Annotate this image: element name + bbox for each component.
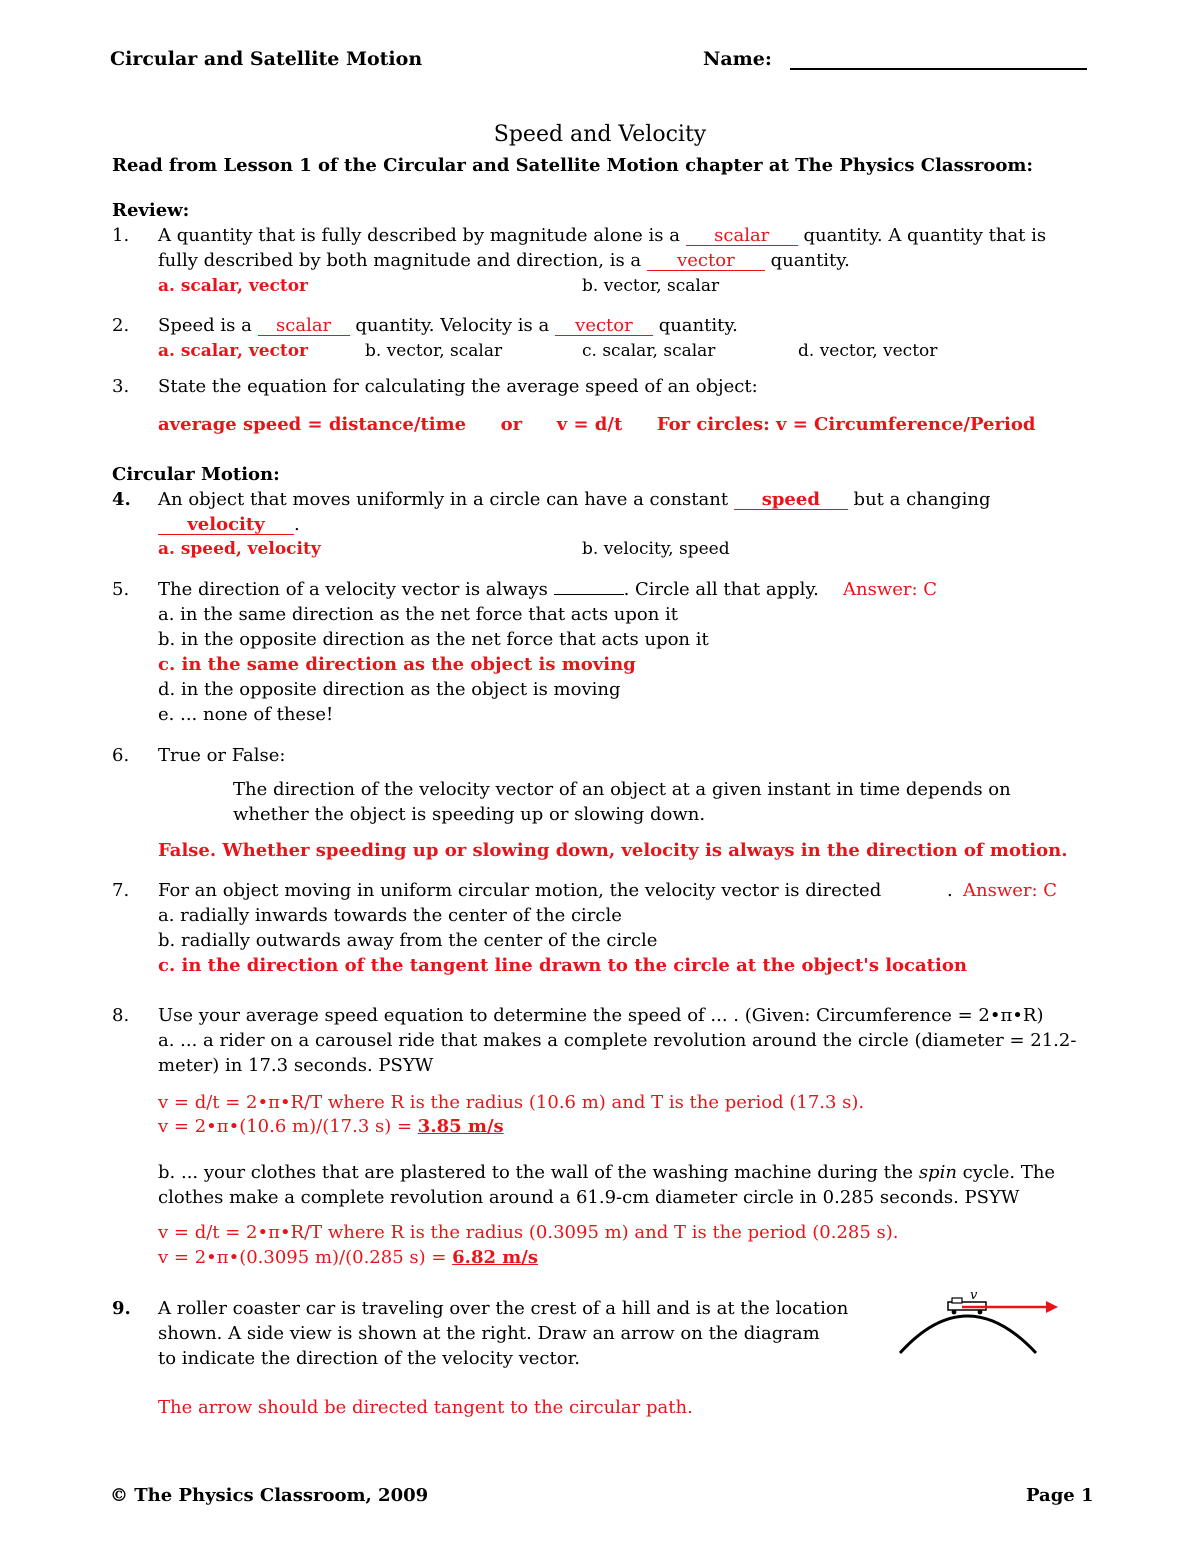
q9-line2: shown. A side view is shown at the right. Draw an arrow on the diagram [158, 1323, 820, 1344]
intro-text: Read from Lesson 1 of the Circular and Satellite Motion chapter at The Physics Classroom: [112, 155, 1034, 176]
q6-number: 6. [112, 745, 130, 766]
q1-blank2[interactable]: vector [647, 252, 765, 271]
q9-line3: to indicate the direction of the velocity vector. [158, 1348, 580, 1369]
q8b-answer-1: v = d/t = 2•π•R/T where R is the radius (0.3095 m) and T is the period (0.285 s). [158, 1222, 899, 1243]
q5-text: The direction of a velocity vector is always [158, 579, 548, 600]
q4-blank2[interactable]: velocity [158, 516, 294, 535]
q4-option-b: b. velocity, speed [582, 539, 730, 559]
q2-option-c: c. scalar, scalar [582, 341, 716, 361]
page-title: Speed and Velocity [493, 122, 707, 147]
q7-line [158, 880, 953, 901]
q6-statement-2: whether the object is speeding up or slowing down. [233, 804, 706, 825]
q1-blank1[interactable]: scalar [686, 227, 798, 246]
q2-text-b: quantity. Velocity is a [355, 315, 550, 336]
q8a-line1: a. ... a rider on a carousel ride that makes a complete revolution around the circle (diameter = 21.2- [158, 1030, 1077, 1051]
q1-option-b: b. vector, scalar [582, 276, 720, 296]
q8b-text-spin: spin [918, 1162, 957, 1183]
q2-option-b: b. vector, scalar [365, 341, 503, 361]
q1-text-c: fully described by both magnitude and direction, is a [158, 250, 642, 271]
q1-option-a: a. scalar, vector [158, 276, 309, 296]
q2-blank2[interactable]: vector [555, 317, 653, 336]
q5-answer: Answer: C [843, 579, 938, 600]
q1-text-b: quantity. A quantity that is [803, 225, 1047, 246]
q9-answer: The arrow should be directed tangent to the circular path. [158, 1397, 693, 1418]
q2-option-a: a. scalar, vector [158, 341, 309, 361]
q2-option-d: d. vector, vector [798, 341, 938, 361]
q7-text: For an object moving in uniform circular motion, the velocity vector is directed [158, 880, 882, 901]
q8b-answer-2 [158, 1247, 538, 1268]
q8a-answer-1: v = d/t = 2•π•R/T where R is the radius (10.6 m) and T is the period (17.3 s). [158, 1092, 865, 1113]
q4-text-b: but a changing [853, 489, 991, 510]
q2-number: 2. [112, 315, 130, 336]
q1-number: 1. [112, 225, 130, 246]
q6-answer: False. Whether speeding up or slowing down, velocity is always in the direction of motion. [158, 840, 1068, 861]
velocity-label: v [970, 1288, 978, 1303]
q7-answer: Answer: C [963, 880, 1058, 901]
q8b-answer-2-text: v = 2•π•(0.3095 m)/(0.285 s) = [158, 1247, 453, 1268]
name-field[interactable] [790, 68, 1087, 70]
q8b-answer-value: 6.82 m/s [452, 1247, 539, 1268]
q7-option-a: a. radially inwards towards the center of the circle [158, 905, 622, 926]
q3-answer-or: or [500, 414, 523, 435]
q5-number: 5. [112, 579, 130, 600]
q1-text-d: quantity. [770, 250, 850, 271]
q5-option-a: a. in the same direction as the net force that acts upon it [158, 604, 679, 625]
q5-option-b: b. in the opposite direction as the net force that acts upon it [158, 629, 709, 650]
q2-text-a: Speed is a [158, 315, 252, 336]
hill-curve [900, 1316, 1036, 1353]
q2-blank1[interactable]: scalar [258, 317, 350, 336]
footer-page-number: Page 1 [1026, 1485, 1094, 1506]
q9-line1: A roller coaster car is traveling over the crest of a hill and is at the location [158, 1298, 849, 1319]
q7-blank[interactable] [887, 895, 947, 896]
q7-option-c: c. in the direction of the tangent line drawn to the circle at the object's location [158, 955, 967, 976]
q4-number: 4. [112, 489, 131, 510]
q6-statement-1: The direction of the velocity vector of an object at a given instant in time depends on [233, 779, 1011, 800]
q5-option-e: e. ... none of these! [158, 704, 334, 725]
q4-text-a: An object that moves uniformly in a circle can have a constant [158, 489, 729, 510]
header-title: Circular and Satellite Motion [110, 48, 423, 70]
q4-text-c: . [294, 514, 300, 535]
circular-heading: Circular Motion: [112, 464, 280, 485]
review-heading: Review: [112, 200, 190, 221]
q3-answer-2: v = d/t [556, 414, 623, 435]
q8-text: Use your average speed equation to determine the speed of ... . (Given: Circumference = 2•π•R) [158, 1005, 1044, 1026]
q8a-line2: meter) in 17.3 seconds. PSYW [158, 1055, 434, 1076]
q3-text: State the equation for calculating the average speed of an object: [158, 376, 758, 397]
q8a-answer-2-text: v = 2•π•(10.6 m)/(17.3 s) = [158, 1116, 418, 1137]
q7-number: 7. [112, 880, 130, 901]
roller-coaster-diagram[interactable] [890, 1285, 1070, 1365]
q7-text-b: . [946, 880, 953, 901]
q5-option-d: d. in the opposite direction as the object is moving [158, 679, 621, 700]
q8-number: 8. [112, 1005, 130, 1026]
q5-line [158, 579, 819, 600]
q3-number: 3. [112, 376, 130, 397]
q8b-line1 [158, 1162, 1055, 1183]
q2-line [158, 315, 738, 336]
q4-line1 [158, 489, 990, 510]
q5-option-c: c. in the same direction as the object is moving [158, 654, 636, 675]
q4-blank1[interactable]: speed [734, 491, 848, 510]
q3-answer-3: For circles: v = Circumference/Period [656, 414, 1036, 435]
q1-line2 [158, 250, 850, 271]
q8a-answer-2 [158, 1116, 504, 1137]
q5-text-b: . Circle all that apply. [623, 579, 819, 600]
q8b-text-c: cycle. The [956, 1162, 1056, 1183]
name-label: Name: [703, 48, 772, 70]
q8b-text-a: b. ... your clothes that are plastered to the wall of the washing machine during the [158, 1162, 919, 1183]
q4-line2 [158, 514, 300, 535]
q8a-answer-value: 3.85 m/s [417, 1116, 504, 1137]
footer-copyright: © The Physics Classroom, 2009 [110, 1485, 429, 1506]
q3-answer [158, 414, 1035, 435]
q1-line1 [158, 225, 1046, 246]
q5-blank[interactable] [554, 594, 624, 595]
q7-option-b: b. radially outwards away from the center of the circle [158, 930, 658, 951]
q6-text: True or False: [158, 745, 286, 766]
q9-number: 9. [112, 1298, 131, 1319]
q4-option-a: a. speed, velocity [158, 539, 321, 559]
q2-text-c: quantity. [658, 315, 738, 336]
q3-answer-1: average speed = distance/time [158, 414, 467, 435]
q1-text-a: A quantity that is fully described by magnitude alone is a [158, 225, 680, 246]
q8b-line2: clothes make a complete revolution around a 61.9-cm diameter circle in 0.285 seconds. PSYW [158, 1187, 1020, 1208]
